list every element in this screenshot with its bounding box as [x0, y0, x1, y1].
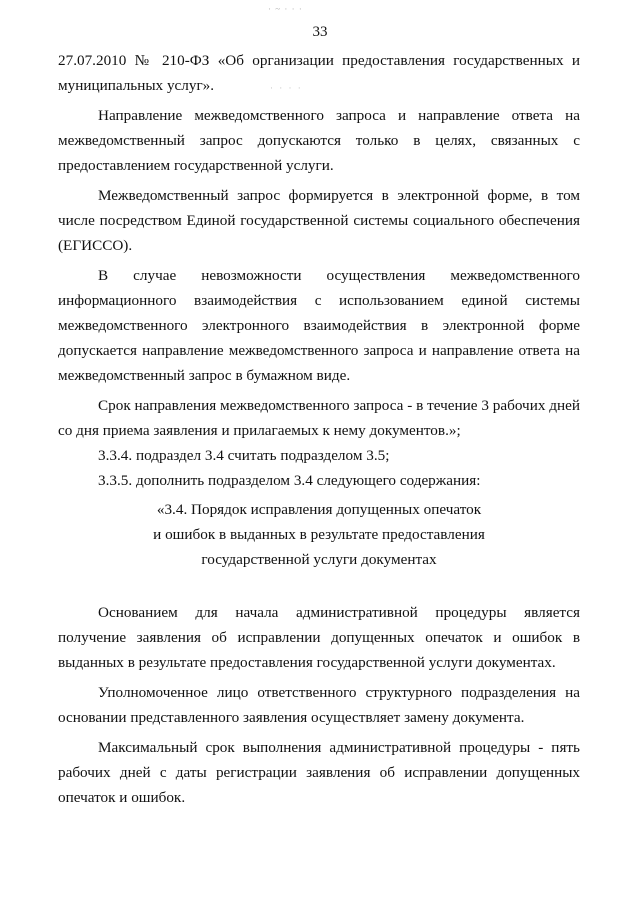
paragraph-law-reference: 27.07.2010 № 210-ФЗ «Об организации предоставления государственных и муниципальных услуг». [58, 52, 580, 94]
paragraph-amendment-335: 3.3.5. дополнить подразделом 3.4 следующего содержания: [98, 472, 481, 489]
paragraph-procedure-basis: Основанием для начала административной процедуры является получение заявления об исправлении допущенных опечаток и ошибок в выданных в результате предоставления государственной услуги документах. [58, 604, 580, 671]
section-heading-line-2: и ошибок в выданных в результате предоставления [153, 526, 485, 543]
scan-artifact-top: · ~ · · · [268, 4, 303, 14]
paragraph-max-term: Максимальный срок выполнения административной процедуры - пять рабочих дней с даты регистрации заявления об исправлении допущенных опечаток и ошибок. [58, 739, 580, 806]
paragraph-request-purpose: Направление межведомственного запроса и направление ответа на межведомственный запрос допускаются только в целях, связанных с предоставлением государственной услуги. [58, 107, 580, 174]
scan-artifact-mid: · · · · [270, 83, 303, 93]
paragraph-paper-form: В случае невозможности осуществления межведомственного информационного взаимодействия с использованием единой системы межведомственного электронного взаимодействия в электронной форме допускается направление межведомственного запроса и направление ответа на межведомственный запрос в бумажном виде. [58, 267, 580, 384]
section-heading-line-1: «3.4. Порядок исправления допущенных опечаток [156, 501, 482, 518]
section-heading-line-3: государственной услуги документах [201, 551, 437, 568]
page-number: 33 [312, 24, 328, 40]
paragraph-electronic-form: Межведомственный запрос формируется в электронной форме, в том числе посредством Единой государственной системы социального обеспечения (ЕГИССО). [58, 187, 580, 254]
paragraph-deadline: Срок направления межведомственного запроса - в течение 3 рабочих дней со дня приема заявления и прилагаемых к нему документов.»; [58, 397, 580, 439]
paragraph-authorized-person: Уполномоченное лицо ответственного структурного подразделения на основании представленного заявления осуществляет замену документа. [58, 684, 580, 726]
paragraph-amendment-334: 3.3.4. подраздел 3.4 считать подразделом 3.5; [98, 447, 390, 464]
document-body [58, 48, 580, 810]
